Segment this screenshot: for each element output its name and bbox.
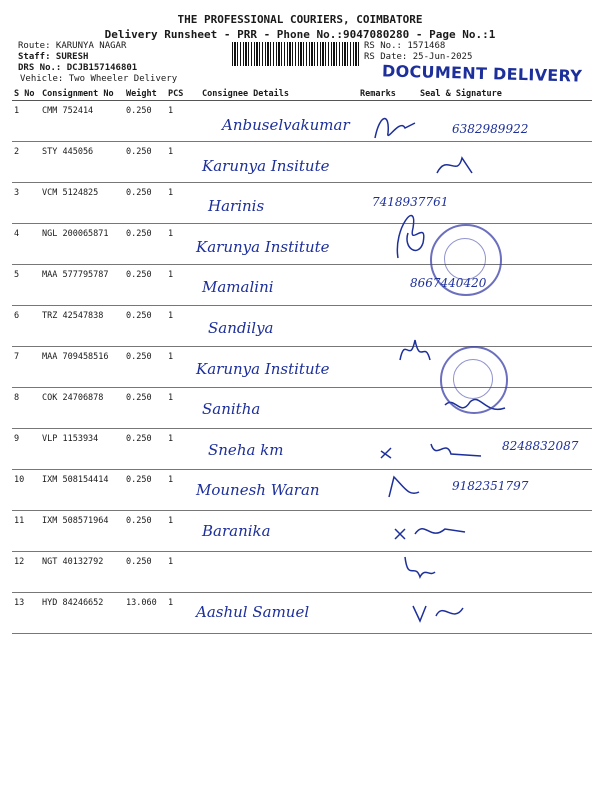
document-delivery-stamp: DOCUMENT DELIVERY bbox=[381, 61, 583, 86]
signature-scribble bbox=[390, 514, 470, 544]
row-pcs: 1 bbox=[166, 101, 200, 142]
row-sno: 3 bbox=[12, 183, 40, 224]
row-sno: 4 bbox=[12, 224, 40, 265]
row-consignment-no: MAA 709458516 bbox=[40, 347, 124, 388]
handwritten-phone-number: 9182351797 bbox=[452, 479, 529, 494]
row-consignee-cell bbox=[200, 552, 358, 593]
row-sno: 2 bbox=[12, 142, 40, 183]
row-consignment-no: TRZ 42547838 bbox=[40, 306, 124, 347]
row-pcs: 1 bbox=[166, 142, 200, 183]
row-seal-cell bbox=[418, 306, 592, 347]
signature-scribble bbox=[395, 330, 435, 370]
vehicle-info: Vehicle: Two Wheeler Delivery bbox=[20, 74, 178, 84]
handwritten-phone-number: 6382989922 bbox=[452, 122, 529, 136]
row-consignment-no: MAA 577795787 bbox=[40, 265, 124, 306]
row-weight: 0.250 bbox=[124, 101, 166, 142]
handwritten-consignee-name: Harinis bbox=[208, 197, 265, 216]
table-header-row bbox=[12, 88, 592, 101]
row-weight: 0.250 bbox=[124, 347, 166, 388]
row-sno: 1 bbox=[12, 101, 40, 142]
row-pcs: 1 bbox=[166, 388, 200, 429]
staff-info: Staff: SURESH bbox=[18, 52, 89, 62]
handwritten-consignee-name: Baranika bbox=[202, 522, 271, 540]
row-sno: 13 bbox=[12, 593, 40, 634]
col-weight: Weight bbox=[124, 88, 166, 101]
row-consignment-no: CMM 752414 bbox=[40, 101, 124, 142]
row-sno: 9 bbox=[12, 429, 40, 470]
signature-scribble bbox=[400, 552, 440, 582]
col-sno: S No bbox=[12, 88, 40, 101]
barcode bbox=[232, 42, 360, 66]
col-consignment: Consignment No bbox=[40, 88, 124, 101]
row-weight: 0.250 bbox=[124, 429, 166, 470]
signature-scribble bbox=[376, 436, 486, 466]
signature-scribble bbox=[408, 596, 468, 626]
table-row bbox=[12, 552, 592, 593]
row-weight: 0.250 bbox=[124, 306, 166, 347]
signature-scribble bbox=[370, 108, 430, 148]
signature-scribble bbox=[384, 472, 424, 502]
row-consignment-no: IXM 508571964 bbox=[40, 511, 124, 552]
handwritten-phone-number: 7418937761 bbox=[372, 195, 449, 210]
row-sno: 6 bbox=[12, 306, 40, 347]
row-consignment-no: STY 445056 bbox=[40, 142, 124, 183]
row-pcs: 1 bbox=[166, 265, 200, 306]
row-pcs: 1 bbox=[166, 306, 200, 347]
row-pcs: 1 bbox=[166, 593, 200, 634]
row-sno: 5 bbox=[12, 265, 40, 306]
table-row bbox=[12, 183, 592, 224]
handwritten-consignee-name: Karunya Insitute bbox=[202, 156, 330, 175]
handwritten-consignee-name: Sandilya bbox=[208, 319, 274, 337]
university-seal-inner-ring bbox=[453, 359, 493, 399]
row-sno: 12 bbox=[12, 552, 40, 593]
row-consignment-no: COK 24706878 bbox=[40, 388, 124, 429]
row-weight: 0.250 bbox=[124, 470, 166, 511]
table-row bbox=[12, 306, 592, 347]
handwritten-consignee-name: Karunya Institute bbox=[196, 237, 330, 256]
row-weight: 0.250 bbox=[124, 265, 166, 306]
handwritten-consignee-name: Karunya Institute bbox=[196, 359, 330, 378]
handwritten-phone-number: 8667440420 bbox=[410, 276, 487, 291]
col-consignee: Consignee Details bbox=[200, 88, 358, 101]
row-pcs: 1 bbox=[166, 183, 200, 224]
rs-date: RS Date: 25-Jun-2025 bbox=[364, 52, 473, 62]
table-row bbox=[12, 511, 592, 552]
row-consignment-no: NGL 200065871 bbox=[40, 224, 124, 265]
handwritten-phone-number: 8248832087 bbox=[502, 438, 579, 453]
row-weight: 0.250 bbox=[124, 224, 166, 265]
drs-info: DRS No.: DCJB157146801 bbox=[18, 63, 138, 73]
row-seal-cell bbox=[418, 552, 592, 593]
row-pcs: 1 bbox=[166, 429, 200, 470]
row-sno: 7 bbox=[12, 347, 40, 388]
rs-number: RS No.: 1571468 bbox=[364, 41, 446, 51]
row-weight: 0.250 bbox=[124, 142, 166, 183]
row-remarks-cell bbox=[358, 388, 418, 429]
row-consignment-no: VLP 1153934 bbox=[40, 429, 124, 470]
col-pcs: PCS bbox=[166, 88, 200, 101]
handwritten-consignee-name: Anbuselvakumar bbox=[222, 116, 350, 134]
row-consignment-no: NGT 40132792 bbox=[40, 552, 124, 593]
handwritten-consignee-name: Sneha km bbox=[208, 440, 284, 459]
row-weight: 0.250 bbox=[124, 183, 166, 224]
row-sno: 11 bbox=[12, 511, 40, 552]
university-seal-stamp bbox=[440, 346, 508, 414]
university-seal-inner-ring bbox=[444, 238, 486, 280]
row-pcs: 1 bbox=[166, 470, 200, 511]
row-sno: 10 bbox=[12, 470, 40, 511]
handwritten-consignee-name: Aashul Samuel bbox=[196, 603, 310, 622]
row-weight: 0.250 bbox=[124, 552, 166, 593]
row-pcs: 1 bbox=[166, 552, 200, 593]
handwritten-consignee-name: Mounesh Waran bbox=[196, 481, 320, 500]
runsheet-title: THE PROFESSIONAL COURIERS, COIMBATORE bbox=[177, 13, 423, 26]
row-weight: 0.250 bbox=[124, 511, 166, 552]
handwritten-consignee-name: Mamalini bbox=[202, 278, 274, 297]
row-pcs: 1 bbox=[166, 347, 200, 388]
row-sno: 8 bbox=[12, 388, 40, 429]
row-consignment-no: HYD 84246652 bbox=[40, 593, 124, 634]
row-remarks-cell bbox=[358, 265, 418, 306]
row-weight: 0.250 bbox=[124, 388, 166, 429]
col-seal: Seal & Signature bbox=[418, 88, 592, 101]
row-pcs: 1 bbox=[166, 224, 200, 265]
row-pcs: 1 bbox=[166, 511, 200, 552]
handwritten-consignee-name: Sanitha bbox=[202, 400, 261, 419]
route-info: Route: KARUNYA NAGAR bbox=[18, 41, 127, 51]
row-consignment-no: VCM 5124825 bbox=[40, 183, 124, 224]
signature-scribble bbox=[432, 148, 482, 183]
row-consignment-no: IXM 508154414 bbox=[40, 470, 124, 511]
col-remarks: Remarks bbox=[358, 88, 418, 101]
runsheet-subtitle: Delivery Runsheet - PRR - Phone No.:9047080280 - Page No.:1 bbox=[104, 28, 496, 41]
row-weight: 13.060 bbox=[124, 593, 166, 634]
table-row bbox=[12, 265, 592, 306]
